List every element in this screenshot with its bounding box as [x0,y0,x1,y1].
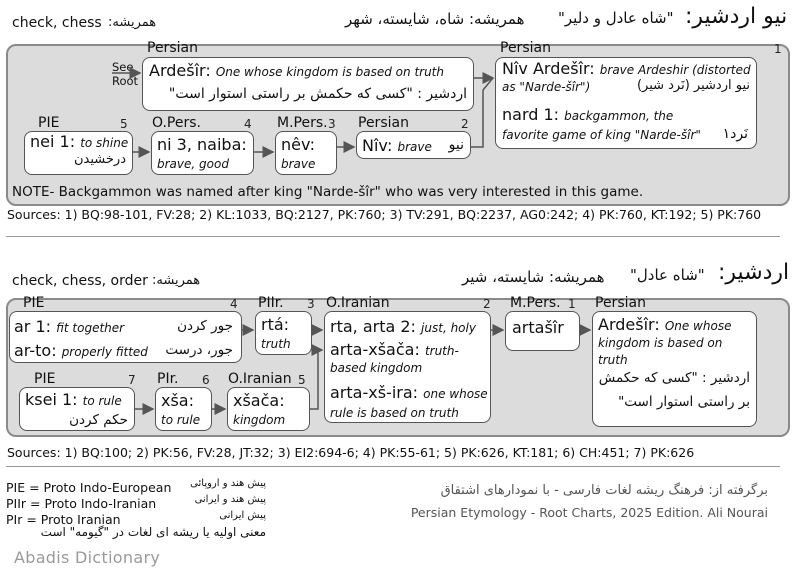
niv-box: Nîv: brave نیو [356,131,471,159]
sources-2: Sources: 1) BQ:100; 2) PK:56, FV:28, JT:32; 3) EI2:694-6; 4) PK:55-61; 5) PK:626, KT:181; 6) CH:451; 7) PK:626 [7,445,695,460]
credit-fa: برگرفته از: فرهنگ ریشه لغات فارسی - با نمودارهای اشتقاق [440,483,768,498]
artasir-box: artašîr [505,311,580,351]
see-root: See Root [112,60,139,88]
niv-ardeshir-box: Nîv Ardešîr: brave Ardeshir (distorted as "Narde-šîr") نیو اردشیر (نَرد شیر) nard 1: backgammon, the favorite game of king "Narde-šîr" نَرد۱ [495,57,757,149]
cognates-fa-label: همریشه: [108,15,157,30]
nev-box: nêv: brave [275,131,337,175]
hdr-persian-left: Persian [147,40,198,56]
cognates-fa: همریشه: شاه، شایسته، شهر [345,10,525,28]
cognates-fa-label-2: همریشه: [152,273,201,288]
nei-box: nei 1: to shine درخشیدن [24,131,133,175]
hdr-pie: PIE [38,115,60,131]
sources-1: Sources: 1) BQ:98-101, FV:28; 2) KL:1033, BQ:2127, PK:760; 3) TV:291, BQ:2237, AG0:242; 4) PK:760, KT:192; 5) PK:760 [7,207,762,222]
cognates-en: check, chess [12,15,102,31]
title-meaning: "شاه عادل و دلیر" [558,9,674,27]
ni-box: ni 3, naiba: brave, good [151,131,254,175]
brand-watermark: Abadis Dictionary [14,548,161,567]
note: NOTE- Backgammon was named after king "Narde-šîr" who was very interested in this game. [12,184,644,200]
num-1: 1 [774,42,782,56]
cognates-en-2: check, chess, order [12,273,148,289]
rta-box: rtá: truth [255,311,312,355]
cognates-fa-2: همریشه: شایسته، شیر [462,268,605,286]
hdr-persian-mid: Persian [358,115,409,131]
hdr-persian-right: Persian [500,40,551,56]
credit-en: Persian Etymology - Root Charts, 2025 Edition. Ali Nourai [410,505,768,520]
page-title: نیو اردشیر: [685,4,788,29]
arta-box: rta, arta 2: just, holy arta-xšača: truth-based kingdom arta-xš-ira: one whose rule is based on truth [324,311,491,423]
hdr-mpers: M.Pers. [277,115,328,131]
ardeshir-box: Ardešîr: One whose kingdom is based on truth اردشیر : "کسی که حکمش بر راستی استوار است" [142,57,474,111]
page-title-2: اردشیر: [718,260,790,285]
xsaca-box: xšača: kingdom [227,387,310,431]
hdr-opers: O.Pers. [152,115,201,131]
ardeshir-box-2: Ardešîr: One whose kingdom is based on truth اردشیر : "کسی که حکمش بر راستی استوار است" [592,311,757,427]
divider-2 [6,466,780,467]
xsa-box: xša: to rule [155,387,212,431]
legend: PIE = Proto Indo-European پیش هند و اروپائی PIIr = Proto Indo-Iranian پیش هند و ایرانی PIr = Proto Iranian پیش ایرانی معنی اولیه یا ریشه ای لغات در "گیومه" است [6,478,266,539]
ar-box: ar 1: fit together جور کردن ar-to: properly fitted جور، درست [9,311,242,363]
ksei-box: ksei 1: to rule حکم کردن [19,387,135,431]
title-meaning-2: "شاه عادل" [630,266,705,284]
